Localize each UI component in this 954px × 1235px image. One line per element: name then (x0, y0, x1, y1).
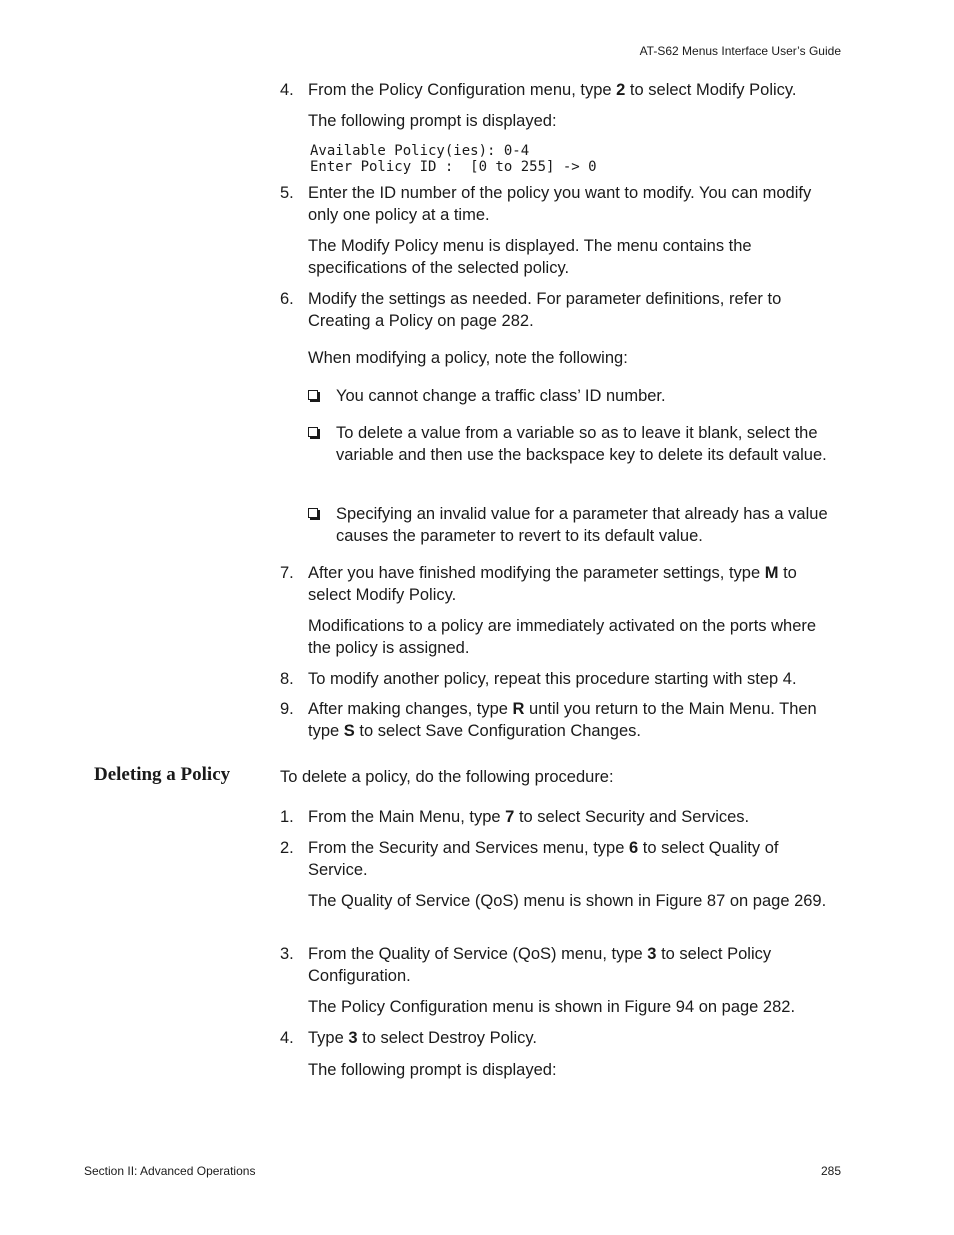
step-number: 8. (280, 670, 294, 688)
step-text: From the Policy Configuration menu, type (308, 81, 617, 99)
step-8-modify (280, 668, 842, 690)
step-3-delete (280, 943, 842, 987)
step-text: Enter the ID number of the policy you want to modify. You can modify only one policy at a time. (308, 184, 812, 224)
step-text: To modify another policy, repeat this procedure starting with step 4. (308, 670, 797, 688)
step-2-note: The Quality of Service (QoS) menu is shown in Figure 87 on page 269. (308, 892, 827, 910)
step-1-delete (280, 806, 842, 828)
step-text: After you have finished modifying the parameter settings, type (308, 564, 765, 582)
running-header: AT-S62 Menus Interface User’s Guide (639, 44, 841, 58)
step-4-modify (280, 79, 842, 101)
key-glyph: 3 (647, 945, 657, 963)
step-4-delete (280, 1027, 842, 1049)
step-number: 6. (280, 290, 294, 308)
step-text: Type (308, 1029, 349, 1047)
step-7-modify (280, 562, 842, 606)
key-glyph: 6 (628, 839, 639, 857)
key-glyph: 2 (616, 81, 626, 99)
step-7-note: Modifications to a policy are immediately activated on the ports where the policy is assigned. (308, 617, 817, 657)
step-text: From the Main Menu, type (308, 808, 506, 826)
bullet-text: Specifying an invalid value for a parameter that already has a value causes the parameter to revert to its default value. (336, 505, 828, 545)
step-number: 1. (280, 808, 294, 826)
code-line: Enter Policy ID : [0 to 255] -> 0 (310, 159, 597, 175)
step-text: to select Security and Services. (514, 808, 750, 826)
checkbox-bullet-icon (308, 508, 318, 518)
step-number: 4. (280, 81, 294, 99)
step-text: until you return to the Main Menu. Then type (308, 700, 817, 740)
step-text: From the Quality of Service (QoS) menu, type (308, 945, 648, 963)
step-number: 5. (280, 184, 294, 202)
step-text: to select Policy Configuration. (308, 945, 772, 985)
step-6-modify (280, 288, 842, 332)
step-2-delete (280, 837, 842, 881)
step-text: to select Destroy Policy. (357, 1029, 537, 1047)
page-number: 285 (820, 1164, 841, 1178)
step-number: 4. (280, 1029, 294, 1047)
step-4-note: The following prompt is displayed: (308, 1061, 557, 1079)
step-text: Modify the settings as needed. For parameter definitions, refer to Creating a Policy on page 282. (308, 290, 782, 330)
key-glyph: 3 (348, 1029, 358, 1047)
step-5-note: The Modify Policy menu is displayed. The menu contains the specifications of the selected policy. (308, 237, 752, 277)
step-text: After making changes, type (308, 700, 513, 718)
step-3-note: The Policy Configuration menu is shown in Figure 94 on page 282. (308, 998, 796, 1016)
key-glyph: S (343, 722, 355, 740)
step-number: 3. (280, 945, 294, 963)
step-number: 9. (280, 700, 294, 718)
step-text: From the Security and Services menu, type (308, 839, 629, 857)
key-glyph: M (764, 564, 779, 582)
step-text: to select Modify Policy. (308, 564, 797, 604)
key-glyph: R (512, 700, 525, 718)
bullet-item (308, 385, 842, 407)
code-line: Available Policy(ies): 0-4 (310, 143, 530, 159)
delete-intro: To delete a policy, do the following procedure: (280, 768, 614, 786)
bullet-item (308, 422, 842, 466)
step-text: to select Modify Policy. (625, 81, 797, 99)
step-number: 7. (280, 564, 294, 582)
section-heading: Deleting a Policy (94, 764, 231, 785)
step-5-modify (280, 182, 842, 226)
bullet-item (308, 503, 842, 547)
step-6-note: When modifying a policy, note the following: (308, 349, 628, 367)
step-number: 2. (280, 839, 294, 857)
key-glyph: 7 (505, 808, 515, 826)
footer-section: Section II: Advanced Operations (84, 1164, 256, 1178)
prompt-label: The following prompt is displayed: (308, 112, 557, 130)
step-text: to select Quality of Service. (308, 839, 779, 879)
bullet-text: You cannot change a traffic class’ ID number. (336, 387, 666, 405)
step-text: to select Save Configuration Changes. (354, 722, 641, 740)
bullet-text: To delete a value from a variable so as to leave it blank, select the variable and then use the backspace key to delete its default value. (336, 424, 827, 464)
checkbox-bullet-icon (308, 427, 318, 437)
checkbox-bullet-icon (308, 390, 318, 400)
step-9-modify (280, 698, 842, 742)
